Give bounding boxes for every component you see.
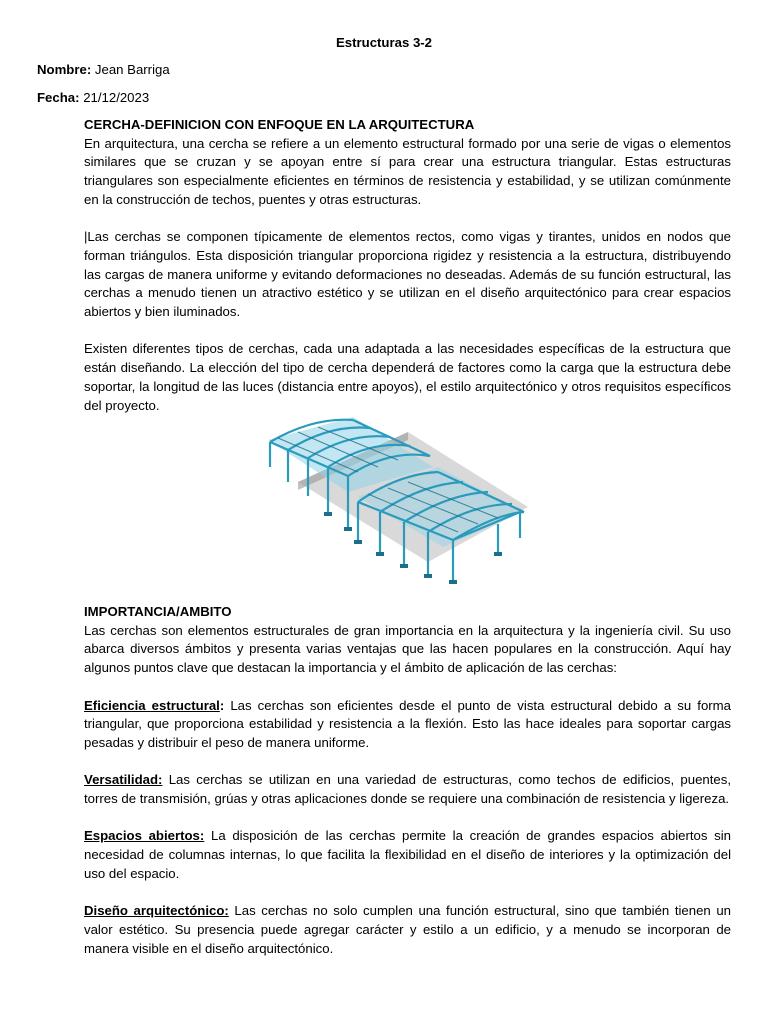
item-text: Las cerchas se utilizan en una variedad de estructuras, como techos de edificios, puentes, torres de transmisión, grúas y otras aplicaciones donde se requiere una combinación de resistencia y ligereza. bbox=[84, 772, 731, 806]
item-label: Versatilidad: bbox=[84, 772, 163, 788]
date-label: Fecha: bbox=[37, 90, 80, 105]
list-item bbox=[84, 697, 731, 753]
list-item bbox=[84, 771, 731, 808]
truss-structure-image bbox=[258, 412, 538, 592]
section-definition bbox=[84, 116, 731, 415]
name-value: Jean Barriga bbox=[94, 62, 170, 77]
document-title: Estructuras 3-2 bbox=[335, 35, 432, 50]
paragraph: En arquitectura, una cercha se refiere a un elemento estructural formado por una serie de vigas o elementos similares que se cruzan y se apoyan entre sí para crear una estructura triangular. Estas estructuras triangulares son especialmente eficientes en términos de resistencia y estabilidad, y se utilizan comúnmente en la construcción de techos, puentes y otras estructuras. bbox=[84, 135, 731, 207]
paragraph: |Las cerchas se componen típicamente de elementos rectos, como vigas y tirantes, unidos en nodos que forman triángulos. Esta disposición triangular proporciona rigidez y resistencia a la estructura, distribuyendo las cargas de manera uniforme y evitando deformaciones no deseadas. Además de su función estructural, las cerchas a menudo tienen un atractivo estético y se utilizan en el diseño arquitectónico para crear espacios abiertos y bien iluminados. bbox=[84, 229, 731, 320]
name-line bbox=[37, 62, 170, 77]
item-text: La disposición de las cerchas permite la creación de grandes espacios abiertos sin necesidad de columnas internas, lo que facilita la flexibilidad en el diseño de interiores y la optimización del uso del espacio. bbox=[84, 828, 732, 881]
date-line bbox=[37, 90, 149, 105]
paragraph: Las cerchas son elementos estructurales de gran importancia en la arquitectura y la ingeniería civil. Su uso abarca diversos ámbitos y presenta varias ventajas que las hacen populares en la construcción. Aquí hay algunos puntos clave que destacan la importancia y el ámbito de aplicación de las cerchas: bbox=[84, 622, 731, 676]
section-importance bbox=[84, 603, 731, 958]
list-item bbox=[84, 902, 731, 958]
list-item bbox=[84, 827, 731, 883]
item-separator: : bbox=[219, 697, 225, 713]
item-label: Diseño arquitectónico: bbox=[84, 903, 229, 919]
section-heading: CERCHA-DEFINICION CON ENFOQUE EN LA ARQUITECTURA bbox=[84, 117, 475, 132]
date-value: 21/12/2023 bbox=[83, 90, 150, 105]
item-text: Las cerchas son eficientes desde el punto de vista estructural debido a su forma triangular, que proporciona estabilidad y resistencia a la flexión. Esto las hace ideales para soportar cargas pesadas y distribuir el peso de manera uniforme. bbox=[84, 697, 731, 750]
item-text: Las cerchas no solo cumplen una función estructural, sino que también tienen un valor estético. Su presencia puede agregar carácter y estilo a un edificio, y a menudo se incorporan de manera visible en el diseño arquitectónico. bbox=[84, 903, 731, 956]
item-label: Eficiencia estructural bbox=[84, 697, 220, 713]
paragraph: Existen diferentes tipos de cerchas, cada una adaptada a las necesidades específicas de la estructura que están diseñando. La elección del tipo de cercha dependerá de factores como la carga que la estructura debe soportar, la longitud de las luces (distancia entre apoyos), el estilo arquitectónico y otros requisitos específicos del proyecto. bbox=[84, 341, 731, 413]
steel-truss-structure-icon bbox=[258, 412, 538, 592]
section-heading: IMPORTANCIA/AMBITO bbox=[84, 604, 232, 619]
name-label: Nombre: bbox=[37, 62, 92, 77]
item-label: Espacios abiertos: bbox=[84, 828, 205, 844]
